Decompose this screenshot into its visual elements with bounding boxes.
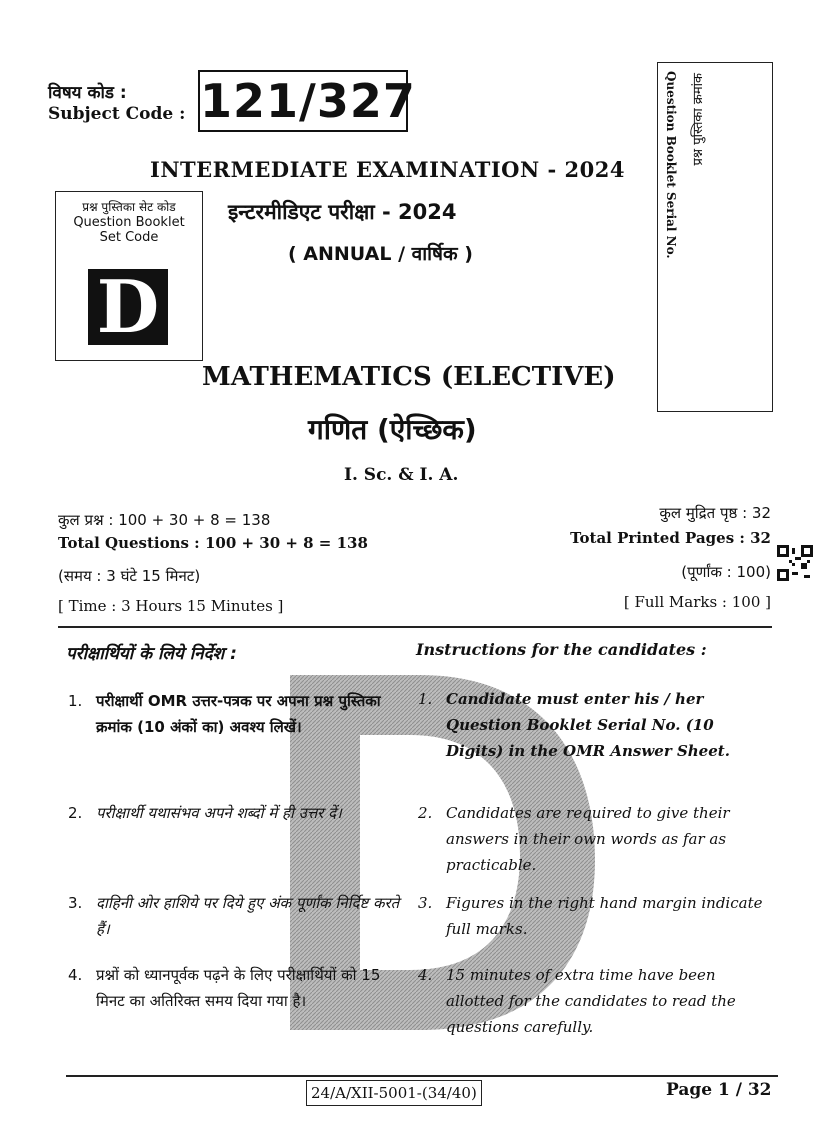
qr-code-icon: [777, 545, 813, 581]
booklet-set-code-box: [55, 191, 203, 361]
instruction-item-hindi: [68, 890, 408, 942]
instruction-number: 3.: [68, 894, 83, 912]
instruction-item-english: [418, 962, 770, 1040]
paper-code: 24/A/XII-5001-(34/40): [306, 1080, 482, 1106]
page-number: Page 1 / 32: [666, 1080, 772, 1100]
serial-number-box[interactable]: [657, 62, 773, 412]
instructions-heading-hindi: परीक्षार्थियों के लिये निर्देश :: [66, 644, 237, 664]
instruction-number: 2.: [68, 804, 83, 822]
instruction-text-hindi: प्रश्नों को ध्यानपूर्वक पढ़ने के लिए परीक्षार्थियों को 15 मिनट का अतिरिक्त समय दिया गया है।: [96, 966, 381, 1010]
instruction-number: 2.: [418, 804, 433, 822]
full-marks-hindi: (पूर्णांक : 100): [681, 563, 771, 581]
instruction-item-hindi: [68, 962, 408, 1014]
subject-code-label: Subject Code :: [48, 104, 186, 124]
subject-title-hindi: गणित (ऐच्छिक): [308, 413, 477, 446]
booklet-set-label-line1: Question Booklet: [73, 215, 185, 230]
exam-title-english: INTERMEDIATE EXAMINATION - 2024: [150, 157, 625, 182]
time-allowed: [ Time : 3 Hours 15 Minutes ]: [58, 597, 284, 615]
printed-pages: Total Printed Pages : 32: [570, 529, 771, 547]
instruction-number: 1.: [418, 690, 433, 708]
booklet-set-label-line2: Set Code: [99, 230, 159, 245]
exam-type: ( ANNUAL / वार्षिक ): [288, 243, 473, 265]
instruction-text-english: Figures in the right hand margin indicate full marks.: [446, 894, 763, 938]
set-letter-badge: D: [88, 269, 168, 345]
instruction-text-english: Candidates are required to give their answers in their own words as far as practicable.: [446, 804, 730, 874]
instructions-heading-english: Instructions for the candidates :: [416, 640, 707, 659]
instruction-number: 1.: [68, 692, 83, 710]
instruction-text-hindi: परीक्षार्थी OMR उत्तर-पत्रक पर अपना प्रश्न पुस्तिका क्रमांक (10 अंकों का) अवश्य लिखें।: [96, 692, 381, 736]
booklet-set-label-hindi: प्रश्न पुस्तिका सेट कोड: [82, 200, 176, 214]
total-questions: Total Questions : 100 + 30 + 8 = 138: [58, 534, 368, 552]
total-questions-hindi: कुल प्रश्न : 100 + 30 + 8 = 138: [58, 511, 271, 529]
instruction-text-english: 15 minutes of extra time have been allotted for the candidates to read the questions carefully.: [446, 966, 736, 1036]
subject-code-box: 121/327: [198, 70, 408, 132]
full-marks: [ Full Marks : 100 ]: [623, 593, 771, 611]
serial-label-hindi: प्रश्न पुस्तिका क्रमांक: [691, 73, 706, 166]
instruction-item-hindi: [68, 800, 408, 826]
instruction-item-hindi: [68, 688, 408, 740]
divider-top: [58, 626, 772, 628]
subject-code-label-hindi: विषय कोड :: [48, 83, 127, 103]
divider-bottom: [66, 1075, 778, 1077]
instruction-number: 4.: [418, 966, 433, 984]
stream-label: I. Sc. & I. A.: [344, 465, 459, 485]
instruction-text-hindi: परीक्षार्थी यथासंभव अपने शब्दों में ही उत्तर दें।: [96, 804, 342, 822]
serial-label-english: Question Booklet Serial No.: [664, 71, 678, 259]
instruction-text-hindi: दाहिनी ओर हाशिये पर दिये हुए अंक पूर्णांक निर्दिष्ट करते हैं।: [96, 894, 400, 938]
instruction-item-english: [418, 800, 770, 878]
instruction-item-english: [418, 686, 770, 764]
subject-title-english: MATHEMATICS (ELECTIVE): [202, 362, 616, 392]
instruction-number: 3.: [418, 894, 433, 912]
instruction-number: 4.: [68, 966, 83, 984]
printed-pages-hindi: कुल मुद्रित पृष्ठ : 32: [659, 504, 771, 522]
instruction-text-english: Candidate must enter his / her Question Booklet Serial No. (10 Digits) in the OMR Answer Sheet.: [446, 690, 730, 760]
instruction-item-english: [418, 890, 770, 942]
time-hindi: (समय : 3 घंटे 15 मिनट): [58, 567, 201, 585]
exam-title-hindi: इन्टरमीडिएट परीक्षा - 2024: [228, 200, 457, 224]
